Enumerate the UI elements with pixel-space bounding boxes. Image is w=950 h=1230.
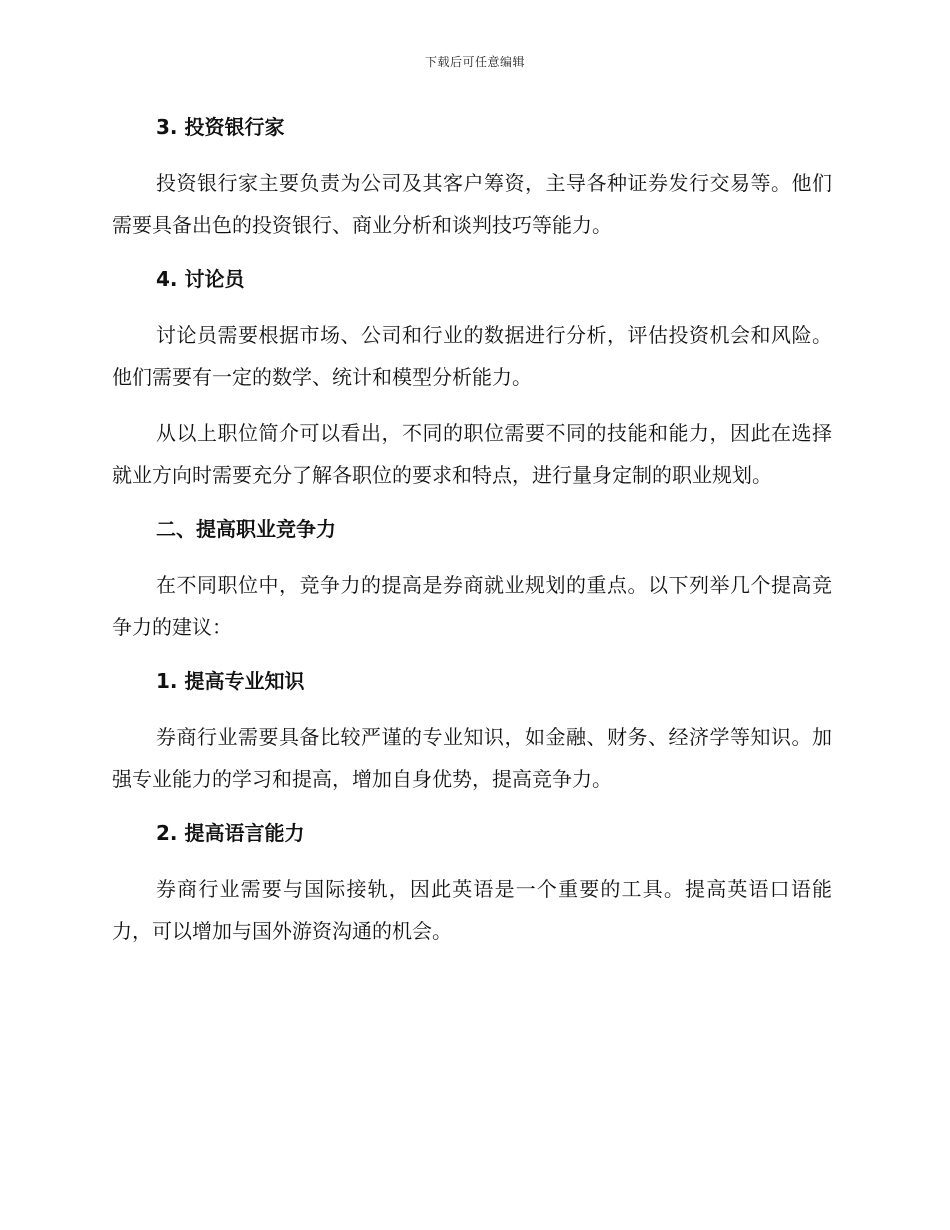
paragraph-professional-knowledge: 券商行业需要具备比较严谨的专业知识，如金融、财务、经济学等知识。加强专业能力的学习和提高，增加自身优势，提高竞争力。 [112, 725, 832, 791]
section-heading-language-ability: 2. 提高语言能力 [156, 821, 305, 845]
paragraph-discussant: 讨论员需要根据市场、公司和行业的数据进行分析，评估投资机会和风险。他们需要有一定的数学、统计和模型分析能力。 [112, 323, 832, 389]
paragraph-competitiveness-intro: 在不同职位中，竞争力的提高是券商就业规划的重点。以下列举几个提高竞争力的建议： [112, 573, 832, 639]
paragraph-language-ability: 券商行业需要与国际接轨，因此英语是一个重要的工具。提高英语口语能力，可以增加与国外游资沟通的机会。 [112, 877, 832, 943]
header-note: 下载后可任意编辑 [424, 55, 525, 69]
section-heading-professional-knowledge: 1. 提高专业知识 [156, 669, 305, 693]
document-body [112, 108, 832, 966]
section-heading-discussant: 4. 讨论员 [156, 267, 245, 291]
paragraph-investment-banker: 投资银行家主要负责为公司及其客户筹资，主导各种证券发行交易等。他们需要具备出色的投资银行、商业分析和谈判技巧等能力。 [112, 171, 832, 237]
section-heading-competitiveness: 二、提高职业竞争力 [156, 517, 336, 541]
section-heading-investment-banker: 3. 投资银行家 [156, 115, 285, 139]
paragraph-summary: 从以上职位简介可以看出，不同的职位需要不同的技能和能力，因此在选择就业方向时需要充分了解各职位的要求和特点，进行量身定制的职业规划。 [112, 421, 832, 487]
